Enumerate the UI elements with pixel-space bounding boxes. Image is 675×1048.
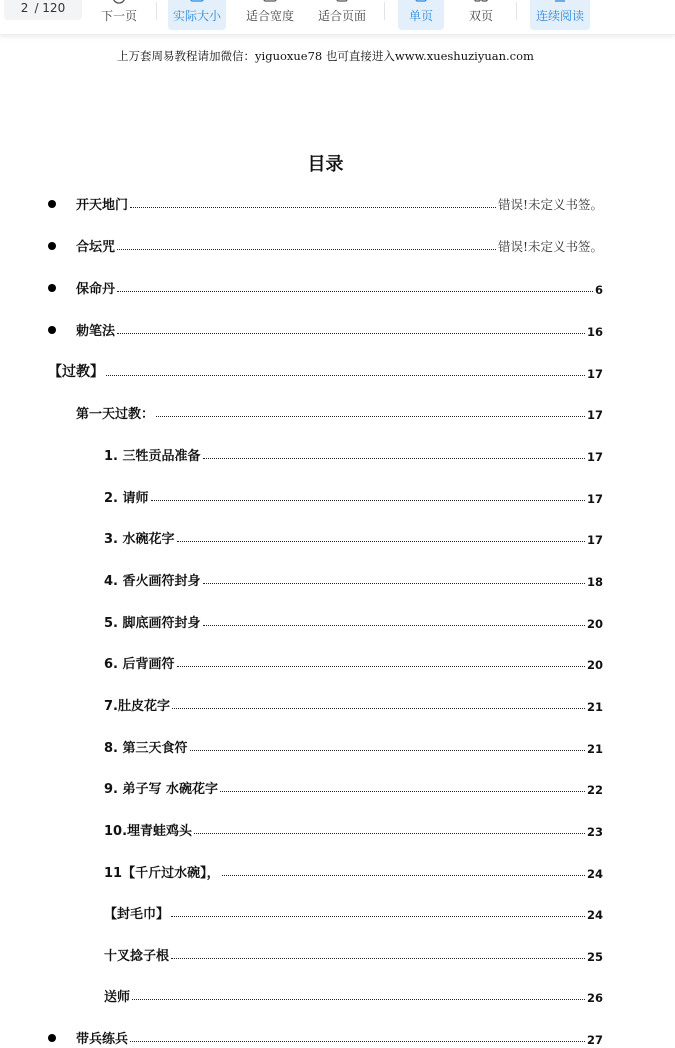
bullet-icon: [48, 200, 56, 208]
toc-entry[interactable]: [104, 527, 603, 547]
actual-size-icon: [190, 0, 204, 5]
toc-page: 24: [586, 867, 603, 881]
fit-width-label: 适合宽度: [245, 9, 294, 23]
toc-page: 20: [586, 617, 603, 631]
toc-label: 开天地门: [76, 198, 129, 213]
toc-entry[interactable]: [104, 736, 603, 756]
toc-entry[interactable]: [76, 402, 603, 422]
toc-leader: [156, 416, 585, 417]
toc-leader: [172, 708, 585, 709]
toc-entry[interactable]: [104, 486, 603, 506]
toc-page: 22: [586, 783, 603, 797]
toc-entry[interactable]: [104, 861, 603, 881]
toolbar-divider: [516, 2, 517, 20]
toc-label: 4. 香火画符封身: [104, 574, 201, 589]
toc-label: 11【千斤过水碗】，: [104, 866, 220, 881]
page-current[interactable]: 2: [20, 1, 29, 15]
viewer-toolbar: [0, 0, 675, 35]
toc-leader: [117, 333, 585, 334]
toc-label: 【过教】: [48, 364, 104, 380]
toc-entry[interactable]: [104, 569, 603, 589]
toc-entry[interactable]: [104, 652, 603, 672]
toc-leader: [194, 833, 585, 834]
toc-leader: [177, 666, 585, 667]
page-total: / 120: [34, 1, 66, 15]
toc-label: 8. 第三天食符: [104, 741, 188, 756]
toc-page: 17: [586, 533, 603, 547]
toolbar-divider: [384, 2, 385, 20]
toc-leader: [151, 500, 585, 501]
toc-leader: [177, 541, 585, 542]
toc-entry[interactable]: [76, 1027, 603, 1047]
toc-label: 3. 水碗花字: [104, 532, 175, 547]
toc-title: 目录: [307, 154, 344, 175]
actual-size-label: 实际大小: [172, 9, 221, 23]
toc-page: 17: [586, 492, 603, 506]
toc-label: 保命丹: [76, 282, 116, 297]
toc-leader: [222, 875, 585, 876]
double-page-label: 双页: [468, 9, 493, 23]
toc-page: 20: [586, 658, 603, 672]
toc-leader: [220, 791, 585, 792]
toc-entry[interactable]: [48, 361, 603, 381]
toc-page: 26: [586, 991, 603, 1005]
fit-page-icon: [335, 0, 349, 5]
double-page-button[interactable]: [458, 0, 504, 30]
toc-leader: [203, 625, 585, 626]
next-page-label: 下一页: [100, 9, 137, 23]
actual-size-button[interactable]: [168, 0, 226, 30]
toc-label: 十叉捻子根: [104, 949, 170, 964]
single-page-label: 单页: [408, 9, 433, 23]
toc-entry[interactable]: [104, 902, 603, 922]
toc-page: 6: [594, 283, 603, 297]
toc-page: 18: [586, 575, 603, 589]
toc-label: 带兵练兵: [76, 1032, 129, 1047]
toc-leader: [117, 249, 496, 250]
toc-page: 24: [586, 908, 603, 922]
toc-entry[interactable]: [104, 694, 603, 714]
toc-page: 27: [586, 1033, 603, 1047]
toc-leader: [132, 999, 585, 1000]
toc-entry[interactable]: [104, 777, 603, 797]
bullet-icon: [48, 284, 56, 292]
toc-label: 1. 三牲贡品准备: [104, 449, 201, 464]
toc-label: 合坛咒: [76, 240, 116, 255]
toc-page: 17: [586, 408, 603, 422]
toc-leader: [171, 958, 585, 959]
toc-label: 10.埋青蛙鸡头: [104, 824, 193, 839]
toc-page: 21: [586, 742, 603, 756]
contact-notice: 上万套周易教程请加微信：yiguoxue78 也可直接进入www.xueshuziyuan.com: [117, 49, 534, 63]
fit-page-button[interactable]: [312, 0, 372, 30]
single-page-button[interactable]: [398, 0, 444, 30]
next-page-icon: [112, 0, 126, 5]
toc-label: 【封毛巾】: [104, 907, 170, 922]
toc-page: 17: [586, 450, 603, 464]
continuous-reading-label: 连续阅读: [535, 9, 584, 23]
fit-page-label: 适合页面: [317, 9, 366, 23]
bullet-icon: [48, 1034, 56, 1042]
toolbar-divider: [156, 2, 157, 20]
toc-entry[interactable]: [104, 944, 603, 964]
toc-leader: [190, 750, 585, 751]
toc-leader: [130, 207, 496, 208]
toc-leader: [117, 291, 593, 292]
toc-page: 17: [586, 367, 603, 381]
fit-width-button[interactable]: [240, 0, 300, 30]
toc-page: 错误!未定义书签。: [497, 197, 603, 212]
toc-entry[interactable]: [76, 193, 603, 213]
fit-width-icon: [263, 0, 277, 5]
toc-entry[interactable]: [104, 819, 603, 839]
toc-leader: [171, 916, 585, 917]
bullet-icon: [48, 242, 56, 250]
toc-label: 第一天过教：: [76, 407, 155, 422]
toc-leader: [106, 375, 585, 376]
toc-leader: [203, 458, 585, 459]
toc-page: 错误!未定义书签。: [497, 239, 603, 254]
toc-leader: [203, 583, 585, 584]
toc-entry[interactable]: [104, 985, 603, 1005]
continuous-reading-icon: [553, 0, 567, 5]
toc-label: 9. 弟子写 水碗花字: [104, 782, 219, 797]
single-page-icon: [414, 0, 428, 5]
continuous-reading-button[interactable]: [530, 0, 590, 30]
toc-page: 23: [586, 825, 603, 839]
toc-label: 送师: [104, 990, 131, 1005]
toc-page: 25: [586, 950, 603, 964]
toc-page: 16: [586, 325, 603, 339]
next-page-button[interactable]: [96, 0, 142, 30]
toc-label: 7.肚皮花字: [104, 699, 170, 714]
toc-entry[interactable]: [104, 611, 603, 631]
toc-label: 5. 脚底画符封身: [104, 616, 201, 631]
toc-label: 2. 请师: [104, 491, 149, 506]
double-page-icon: [474, 0, 488, 5]
toc-entry[interactable]: [76, 277, 603, 297]
toc-label: 6. 后背画符: [104, 657, 175, 672]
toc-leader: [130, 1041, 585, 1042]
bullet-icon: [48, 326, 56, 334]
toc-page: 21: [586, 700, 603, 714]
toc-entry[interactable]: [104, 444, 603, 464]
toc-entry[interactable]: [76, 235, 603, 255]
toc-label: 勅笔法: [76, 324, 116, 339]
page-indicator[interactable]: [4, 0, 82, 20]
toc-entry[interactable]: [76, 319, 603, 339]
